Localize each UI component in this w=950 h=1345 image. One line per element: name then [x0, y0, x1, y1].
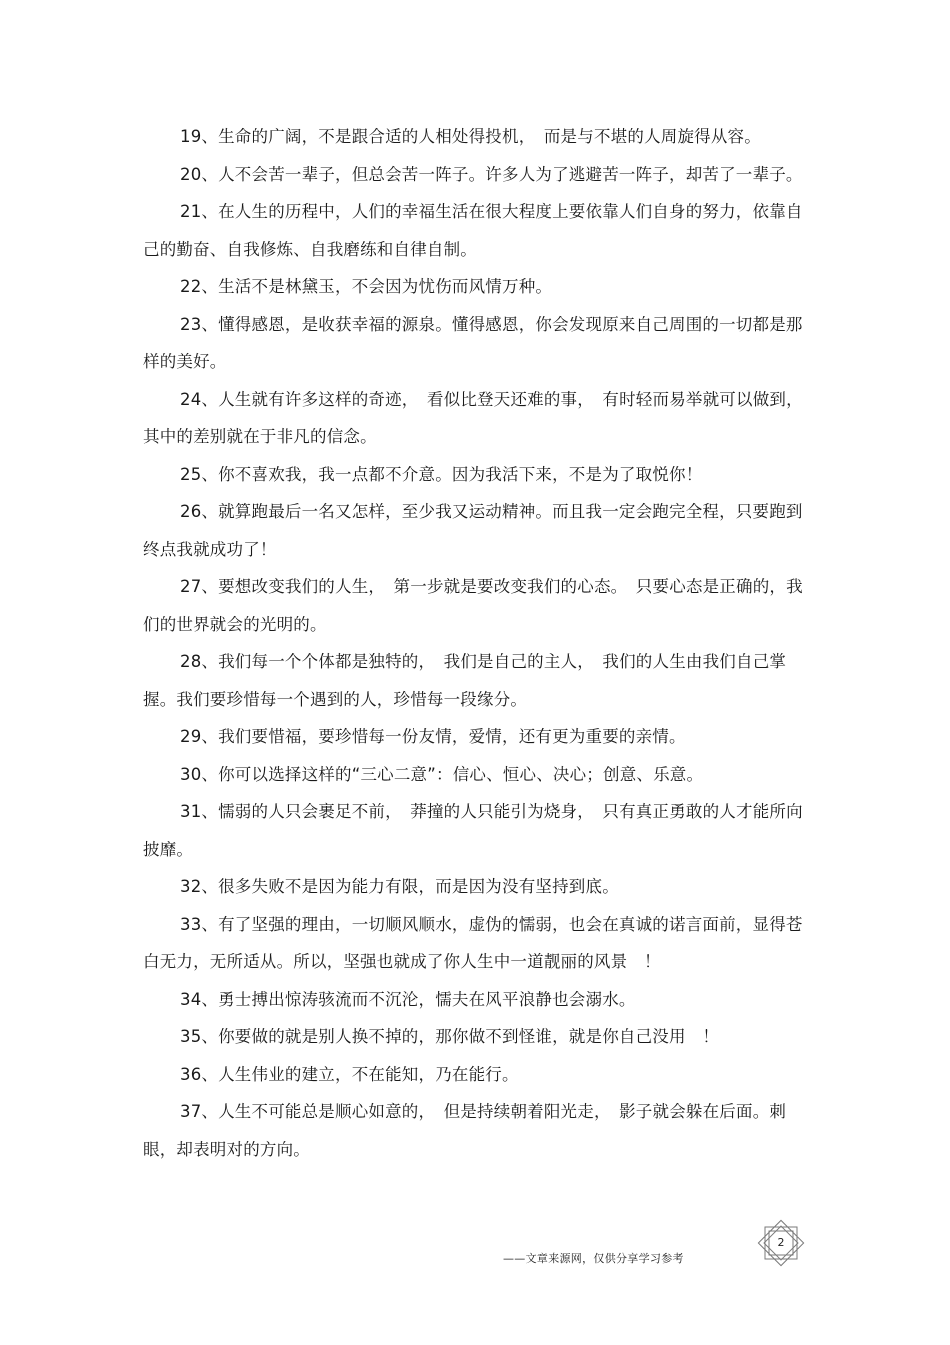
paragraph-31: 31、懦弱的人只会裹足不前， 莽撞的人只能引为烧身， 只有真正勇敢的人才能所向披靡。 [143, 802, 803, 859]
paragraph-30: 30、你可以选择这样的“三心二意”：信心、恒心、决心；创意、乐意。 [180, 764, 704, 784]
paragraph-20: 20、人不会苦一辈子，但总会苦一阵子。许多人为了逃避苦一阵子，却苦了一辈子。 [180, 164, 803, 184]
page-number: 2 [777, 1236, 785, 1249]
paragraph-28: 28、我们每一个个体都是独特的， 我们是自己的主人， 我们的人生由我们自己掌握。我们要珍惜每一个遇到的人，珍惜每一段缘分。 [143, 652, 787, 709]
paragraph-25: 25、你不喜欢我，我一点都不介意。因为我活下来，不是为了取悦你！ [180, 464, 703, 484]
paragraph-26: 26、就算跑最后一名又怎样，至少我又运动精神。而且我一定会跑完全程，只要跑到终点我就成功了！ [143, 502, 803, 559]
paragraph-23: 23、懂得感恩，是收获幸福的源泉。懂得感恩，你会发现原来自己周围的一切都是那样的美好。 [143, 314, 803, 371]
paragraph-36: 36、人生伟业的建立，不在能知，乃在能行。 [180, 1064, 519, 1084]
paragraph-37: 37、人生不可能总是顺心如意的， 但是持续朝着阳光走， 影子就会躲在后面。刺眼，却表明对的方向。 [143, 1102, 787, 1159]
paragraph-22: 22、生活不是林黛玉，不会因为忧伤而风情万种。 [180, 277, 553, 296]
paragraph-34: 34、勇士搏出惊涛骇流而不沉沦，懦夫在风平浪静也会溺水。 [180, 989, 636, 1009]
paragraph-19: 19、生命的广阔，不是跟合适的人相处得投机， 而是与不堪的人周旋得从容。 [180, 127, 761, 146]
paragraph-32: 32、很多失败不是因为能力有限，而是因为没有坚持到底。 [180, 877, 619, 896]
paragraph-33: 33、有了坚强的理由，一切顺风顺水，虚伪的懦弱，也会在真诚的诺言面前，显得苍白无力，无所适从。所以，坚强也就成了你人生中一道靓丽的风景 ！ [143, 914, 803, 971]
paragraph-21: 21、在人生的历程中，人们的幸福生活在很大程度上要依靠人们自身的努力，依靠自己的勤奋、自我修炼、自我磨练和自律自制。 [143, 202, 803, 259]
paragraph-35: 35、你要做的就是别人换不掉的，那你做不到怪谁，就是你自己没用 ！ [180, 1027, 720, 1046]
page-number-badge [757, 1219, 805, 1267]
paragraph-24: 24、人生就有许多这样的奇迹， 看似比登天还难的事， 有时轻而易举就可以做到，其中的差别就在于非凡的信念。 [143, 389, 803, 446]
paragraph-27: 27、要想改变我们的人生， 第一步就是要改变我们的心态。 只要心态是正确的，我们的世界就会的光明的。 [143, 577, 803, 634]
document-body [143, 118, 808, 1168]
paragraph-29: 29、我们要惜福，要珍惜每一份友情，爱情，还有更为重要的亲情。 [180, 727, 686, 746]
footer-source-note: ——文章来源网，仅供分享学习参考 [503, 1252, 684, 1265]
